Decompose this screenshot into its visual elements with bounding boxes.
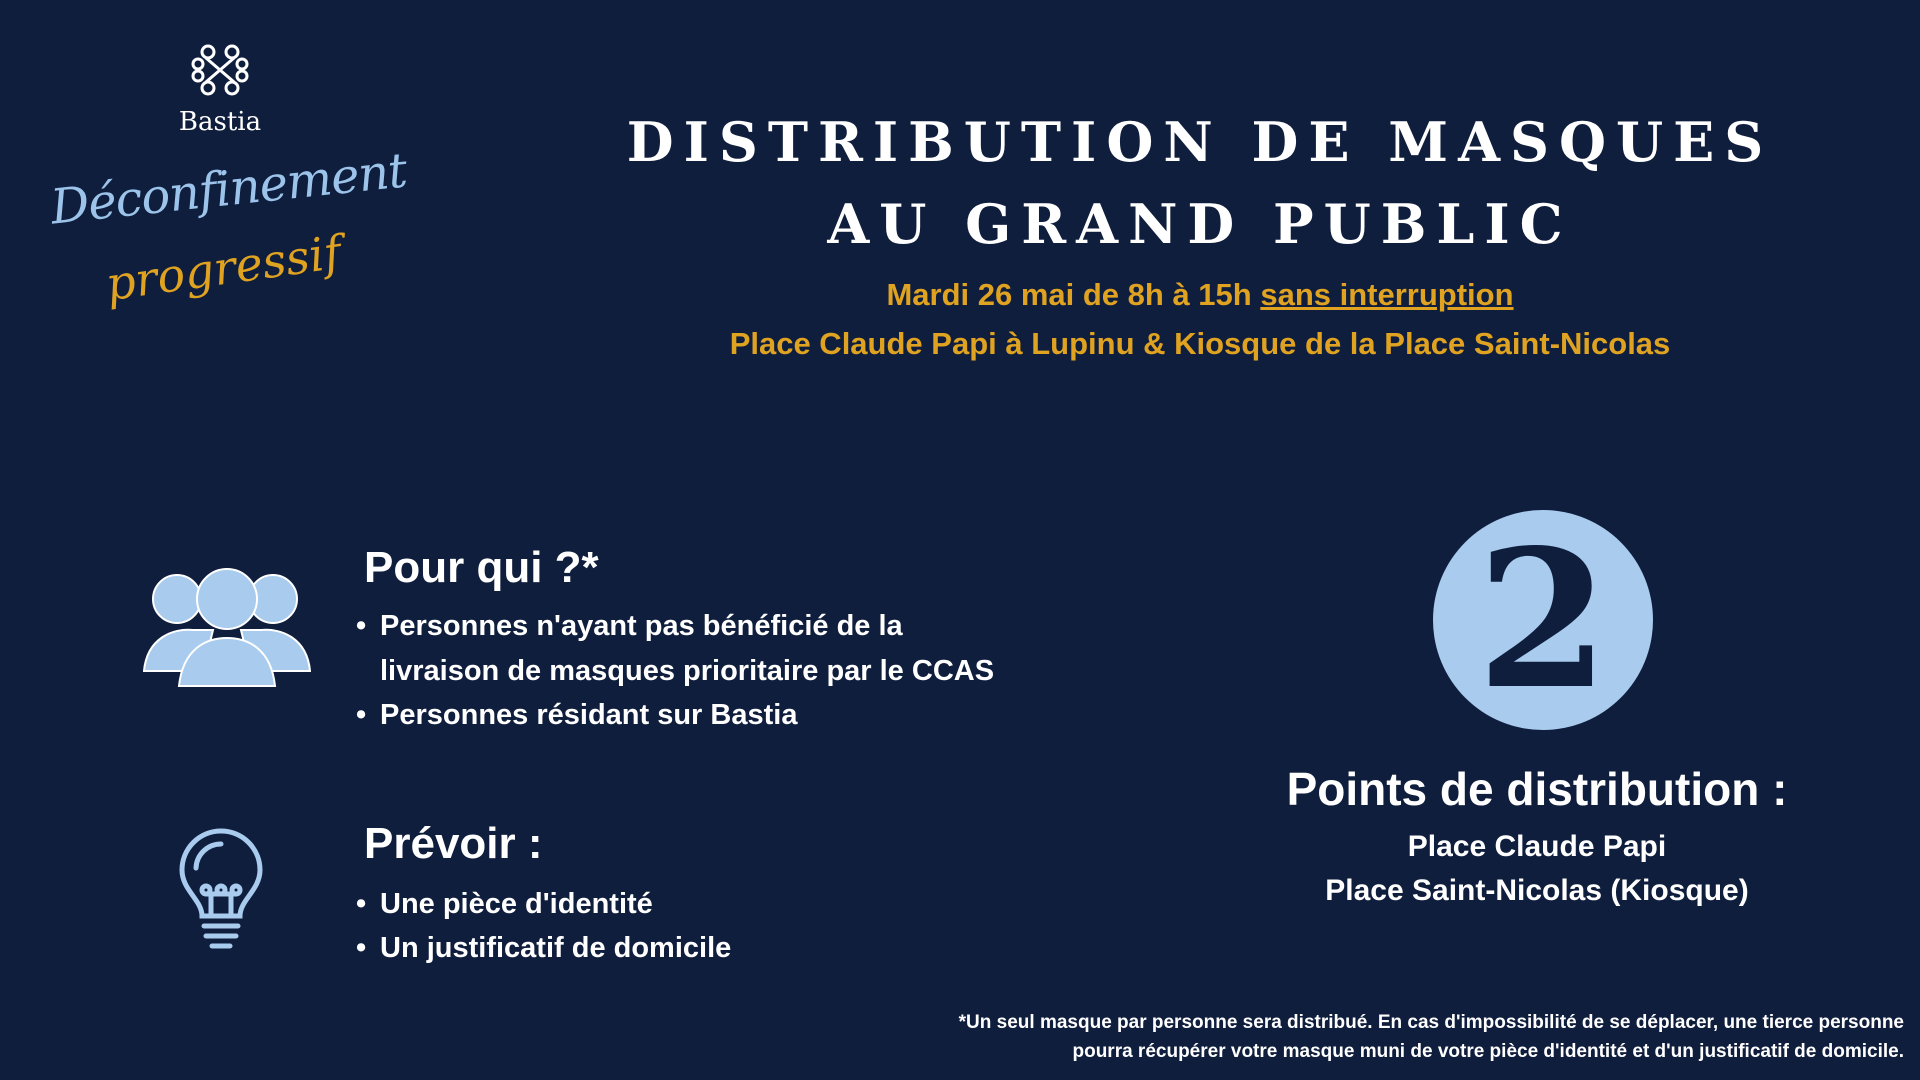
page-title-line1: DISTRIBUTION DE MASQUES xyxy=(626,110,1774,174)
places-line: Place Claude Papi à Lupinu & Kiosque de la Place Saint-Nicolas xyxy=(729,326,1671,361)
tagline-line2: progressif xyxy=(102,224,345,312)
people-icon xyxy=(143,568,311,688)
date-emphasis: sans interruption xyxy=(1260,277,1514,312)
points-count-badge: 2 xyxy=(1433,510,1653,730)
bring-item: • Un justificatif de domicile xyxy=(356,932,732,964)
for-whom-item: • Personnes n'ayant pas bénéficié de la xyxy=(356,610,903,642)
logo-text: Bastia xyxy=(178,107,262,137)
bring-item: • Une pièce d'identité xyxy=(356,888,653,920)
for-whom-item-cont: livraison de masques prioritaire par le CCAS xyxy=(380,655,995,687)
point-item: Place Saint-Nicolas (Kiosque) xyxy=(1325,874,1749,907)
footnote-line2: pourra récupérer votre masque muni de votre pièce d'identité et d'un justificatif de domicile. xyxy=(1072,1041,1904,1062)
bastia-logo xyxy=(160,40,280,137)
date-text: Mardi 26 mai de 8h à 15h xyxy=(886,277,1261,312)
lightbulb-icon xyxy=(178,828,264,956)
for-whom-item: • Personnes résidant sur Bastia xyxy=(356,699,798,731)
for-whom-heading: Pour qui ?* xyxy=(364,543,599,592)
footnote-line1: *Un seul masque par personne sera distribué. En cas d'impossibilité de se déplacer, une tierce personne xyxy=(958,1012,1904,1033)
point-item: Place Claude Papi xyxy=(1407,830,1667,863)
footnote xyxy=(959,1008,1904,1066)
bring-heading: Prévoir : xyxy=(364,819,543,868)
date-line xyxy=(560,278,1840,312)
points-heading: Points de distribution : xyxy=(1286,763,1788,815)
tagline-line1: Déconfinement xyxy=(48,142,410,236)
bastia-emblem-icon xyxy=(190,40,250,100)
page-title-line2: AU GRAND PUBLIC xyxy=(827,192,1573,256)
